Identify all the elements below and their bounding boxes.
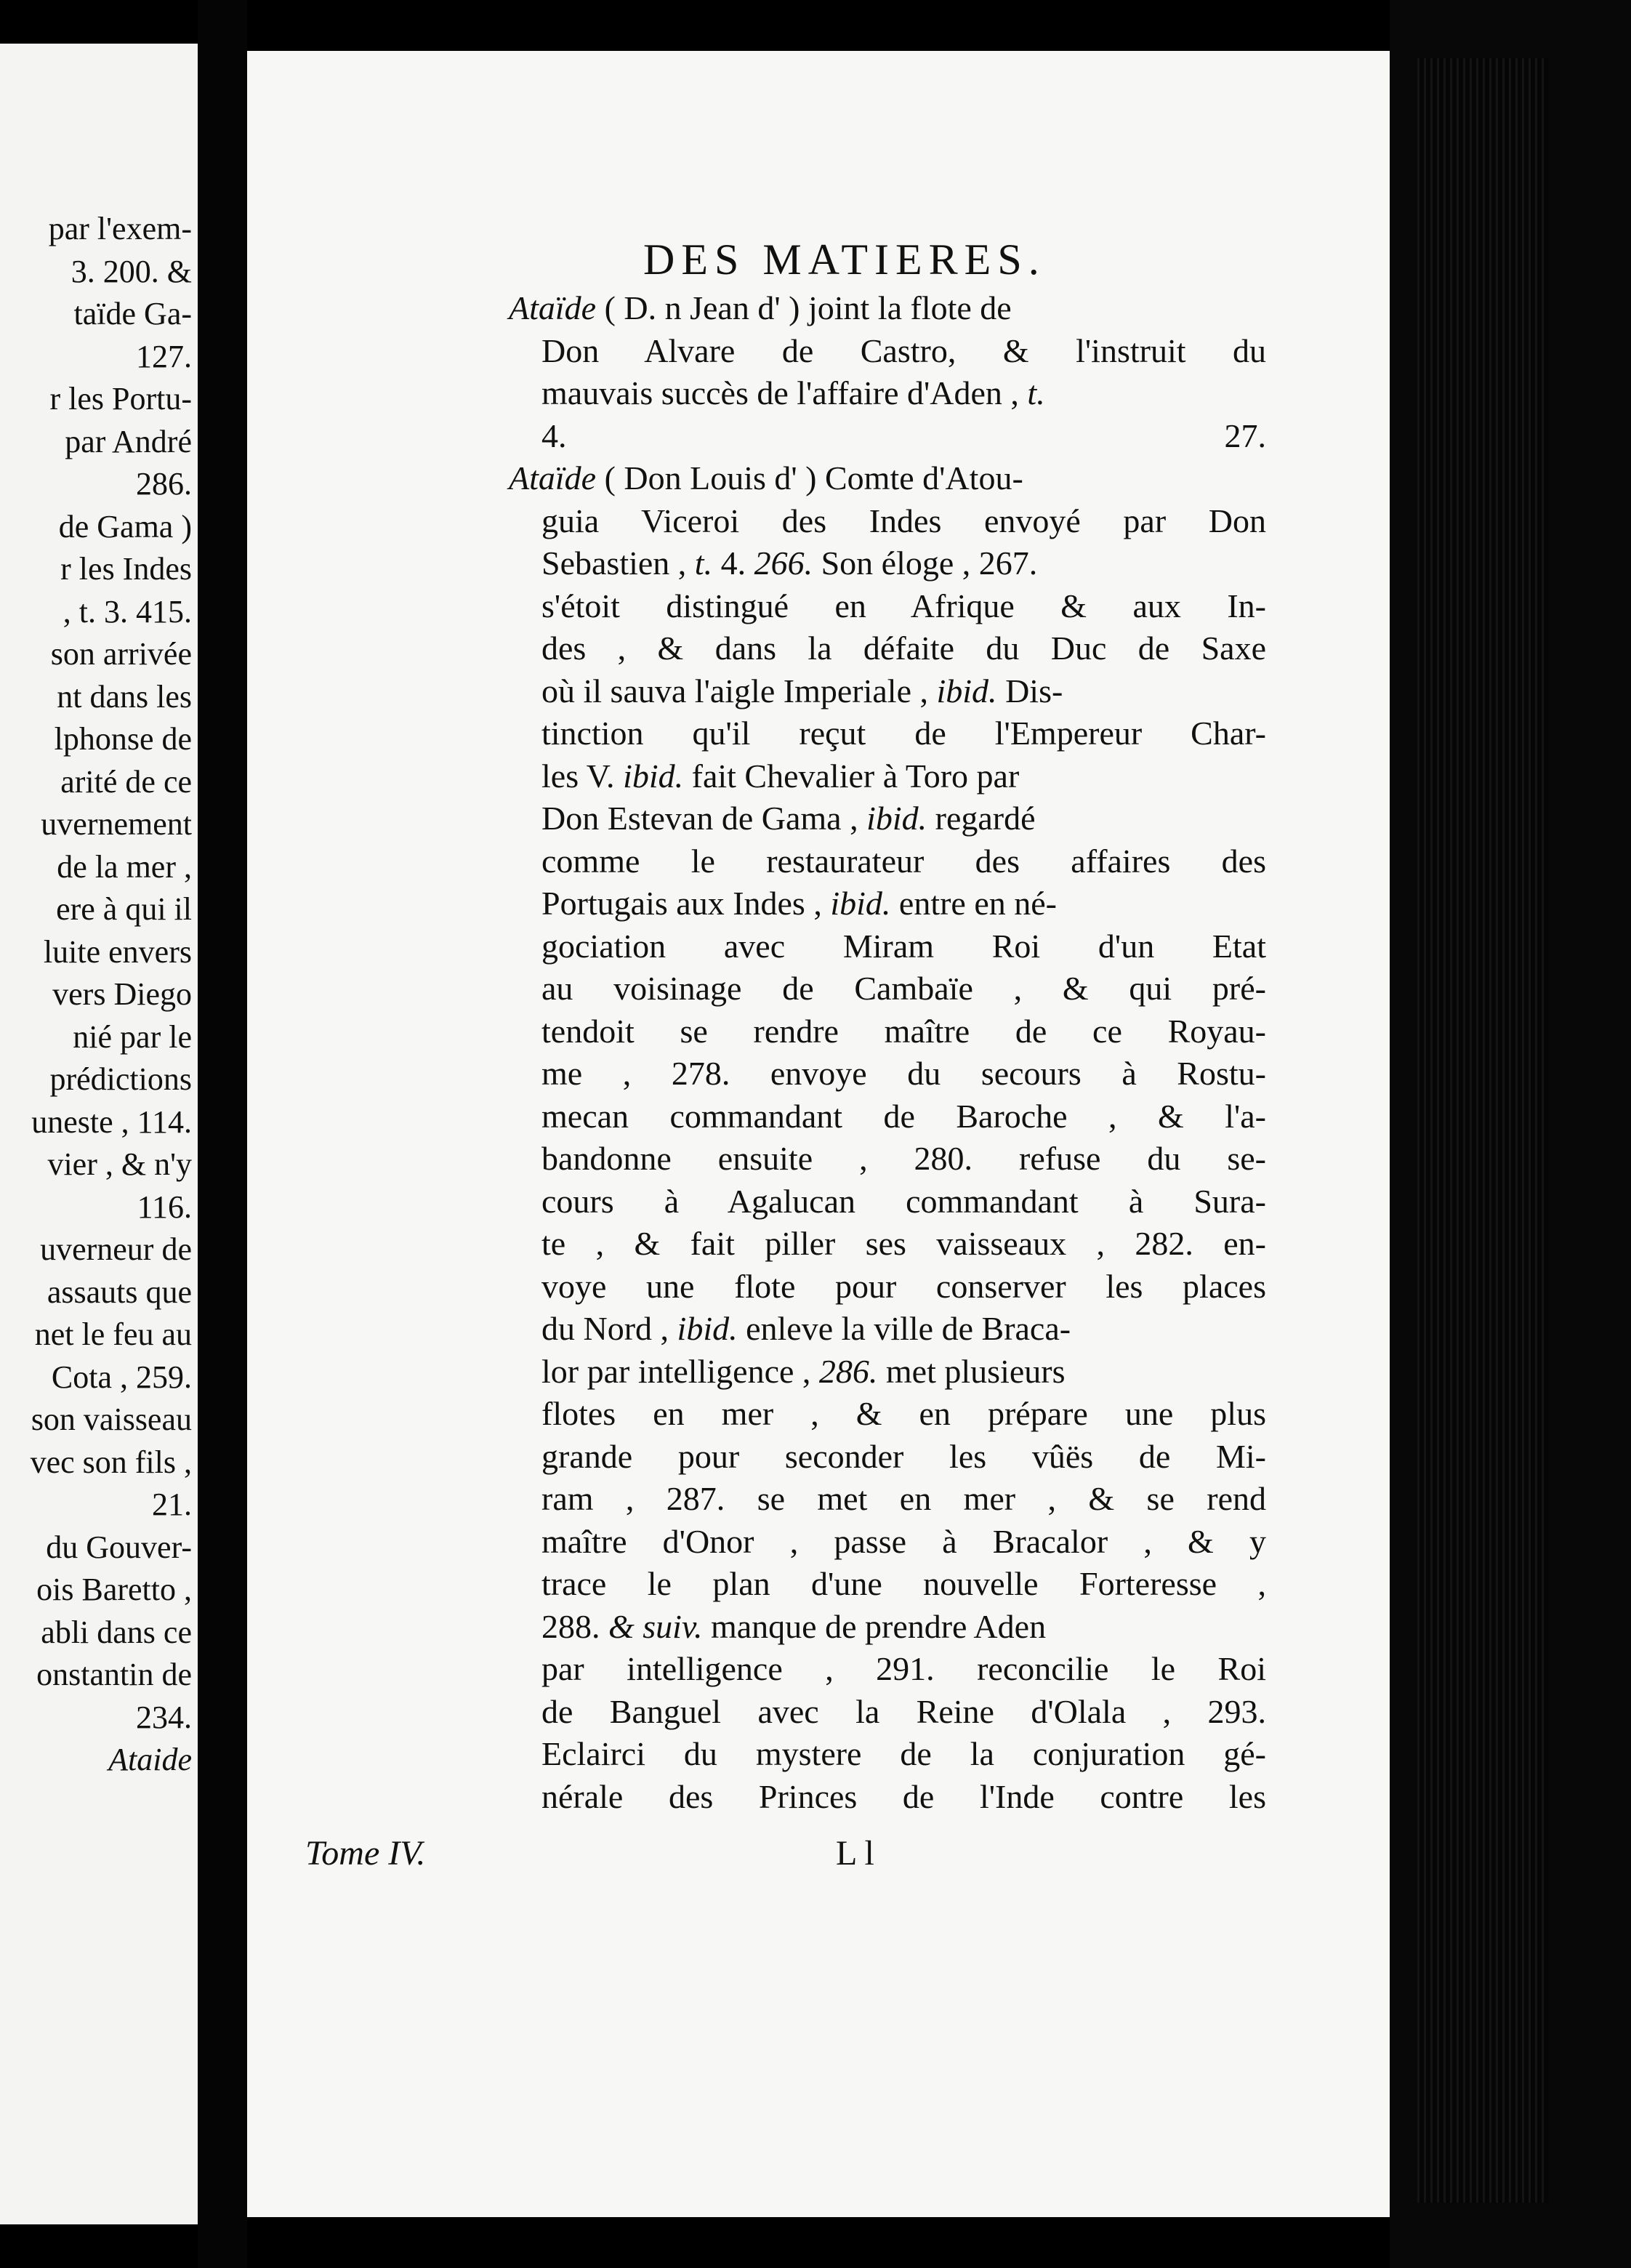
left-line: lphonse de: [54, 721, 192, 757]
left-line: par André: [65, 423, 192, 459]
text-line: nérale des Princes de l'Inde contre les: [541, 1777, 1266, 1815]
page-edges: [1417, 58, 1548, 2203]
left-line: assauts que: [47, 1274, 192, 1310]
left-line: uvernement: [41, 806, 192, 842]
text-line: trace le plan d'une nouvelle Forteresse ,: [541, 1565, 1266, 1602]
left-line: de Gama ): [58, 508, 192, 544]
index-page: [247, 51, 1390, 2217]
text-line: Ataïde ( Don Louis d' ) Comte d'Atou-: [509, 459, 1023, 496]
left-line: 116.: [137, 1189, 192, 1225]
text-line: mecan commandant de Baroche , & l'a-: [541, 1097, 1266, 1135]
left-line: vec son fils ,: [30, 1444, 192, 1480]
left-line: ere à qui il: [56, 891, 192, 927]
left-line: 286.: [136, 466, 192, 502]
left-line: r les Portu-: [49, 381, 192, 417]
text-line: s'étoit distingué en Afrique & aux In-: [541, 587, 1266, 624]
text-line: ram , 287. se met en mer , & se rend: [541, 1480, 1266, 1517]
left-line: du Gouver-: [46, 1529, 192, 1565]
left-line: net le feu au: [34, 1316, 192, 1352]
book-gutter: [198, 0, 247, 2268]
left-line: uneste , 114.: [31, 1103, 192, 1140]
text-line: te , & fait piller ses vaisseaux , 282. en-: [541, 1225, 1266, 1262]
left-line: 127.: [136, 338, 192, 374]
text-line: des , & dans la défaite du Duc de Saxe: [541, 630, 1266, 667]
entry-heading: Ataïde: [509, 459, 597, 496]
left-line: par l'exem-: [48, 211, 192, 246]
left-line: ois Baretto ,: [36, 1572, 192, 1607]
left-line: de la mer ,: [57, 848, 192, 885]
text-line: où il sauva l'aigle Imperiale , ibid. Dis-: [541, 672, 1063, 709]
text-line: tendoit se rendre maître de ce Royau-: [541, 1012, 1266, 1050]
signature-mark: Tome IV.: [305, 1834, 426, 1873]
index-text-column: [509, 287, 1266, 1818]
left-page-text: [0, 208, 192, 1782]
left-line: luite envers: [43, 933, 192, 970]
left-line: uverneur de: [40, 1231, 192, 1267]
left-line: 3. 200. &: [71, 253, 192, 289]
left-line: son vaisseau: [31, 1402, 192, 1437]
left-line: Cota , 259.: [51, 1359, 192, 1395]
left-line: , t. 3. 415.: [63, 593, 192, 630]
left-line: abli dans ce: [41, 1614, 192, 1650]
text-line: Ataïde ( D. n Jean d' ) joint la flote de: [509, 289, 1012, 326]
left-line: onstantin de: [36, 1657, 192, 1692]
text-line: 4. 27.: [541, 417, 1266, 454]
page-header: DES MATIERES.: [643, 236, 1046, 284]
left-line: son arrivée: [50, 636, 192, 672]
left-line: 234.: [136, 1699, 192, 1735]
text-line: au voisinage de Cambaïe , & qui pré-: [541, 970, 1266, 1007]
text-line: de Banguel avec la Reine d'Olala , 293.: [541, 1692, 1266, 1730]
text-line: me , 278. envoye du secours à Rostu-: [541, 1055, 1266, 1092]
text-line: Portugais aux Indes , ibid. entre en né-: [541, 885, 1057, 922]
left-line: nt dans les: [57, 678, 192, 715]
text-line: Don Estevan de Gama , ibid. regardé: [541, 800, 1036, 837]
left-facing-page: [0, 44, 198, 2224]
text-line: gociation avec Miram Roi d'un Etat: [541, 927, 1266, 965]
text-line: guia Viceroi des Indes envoyé par Don: [541, 502, 1266, 539]
gathering-mark: L l: [836, 1834, 874, 1873]
text-line: tinction qu'il reçut de l'Empereur Char-: [541, 715, 1266, 752]
text-line: Sebastien , t. 4. 266. Son éloge , 267.: [541, 544, 1038, 582]
text-line: lor par intelligence , 286. met plusieurs: [541, 1352, 1066, 1390]
text-line: voye une flote pour conserver les places: [541, 1267, 1266, 1305]
left-line: vers Diego: [52, 976, 192, 1012]
text-line: flotes en mer , & en prépare une plus: [541, 1395, 1266, 1432]
text-line: 288. & suiv. manque de prendre Aden: [541, 1607, 1047, 1645]
text-line: Don Alvare de Castro, & l'instruit du: [541, 331, 1266, 369]
text-line: mauvais succès de l'affaire d'Aden , t.: [541, 374, 1045, 411]
text-line: bandonne ensuite , 280. refuse du se-: [541, 1140, 1266, 1177]
text-line: les V. ibid. fait Chevalier à Toro par: [541, 757, 1020, 795]
left-line: vier , & n'y: [47, 1146, 192, 1182]
left-line: Ataide: [108, 1742, 192, 1777]
text-line: maître d'Onor , passe à Bracalor , & y: [541, 1522, 1266, 1560]
text-line: cours à Agalucan commandant à Sura-: [541, 1182, 1266, 1220]
text-line: par intelligence , 291. reconcilie le Roi: [541, 1650, 1266, 1687]
text-line: comme le restaurateur des affaires des: [541, 842, 1266, 880]
left-line: 21.: [152, 1487, 192, 1522]
left-line: taïde Ga-: [73, 296, 192, 331]
entry-heading: Ataïde: [509, 289, 597, 326]
left-line: arité de ce: [60, 763, 192, 800]
left-line: r les Indes: [60, 551, 192, 587]
text-line: grande pour seconder les vûës de Mi-: [541, 1437, 1266, 1475]
text-line: du Nord , ibid. enleve la ville de Braca-: [541, 1310, 1071, 1347]
left-line: prédictions: [49, 1061, 192, 1097]
text-line: Eclairci du mystere de la conjuration gé-: [541, 1735, 1266, 1772]
left-line: nié par le: [73, 1018, 192, 1055]
